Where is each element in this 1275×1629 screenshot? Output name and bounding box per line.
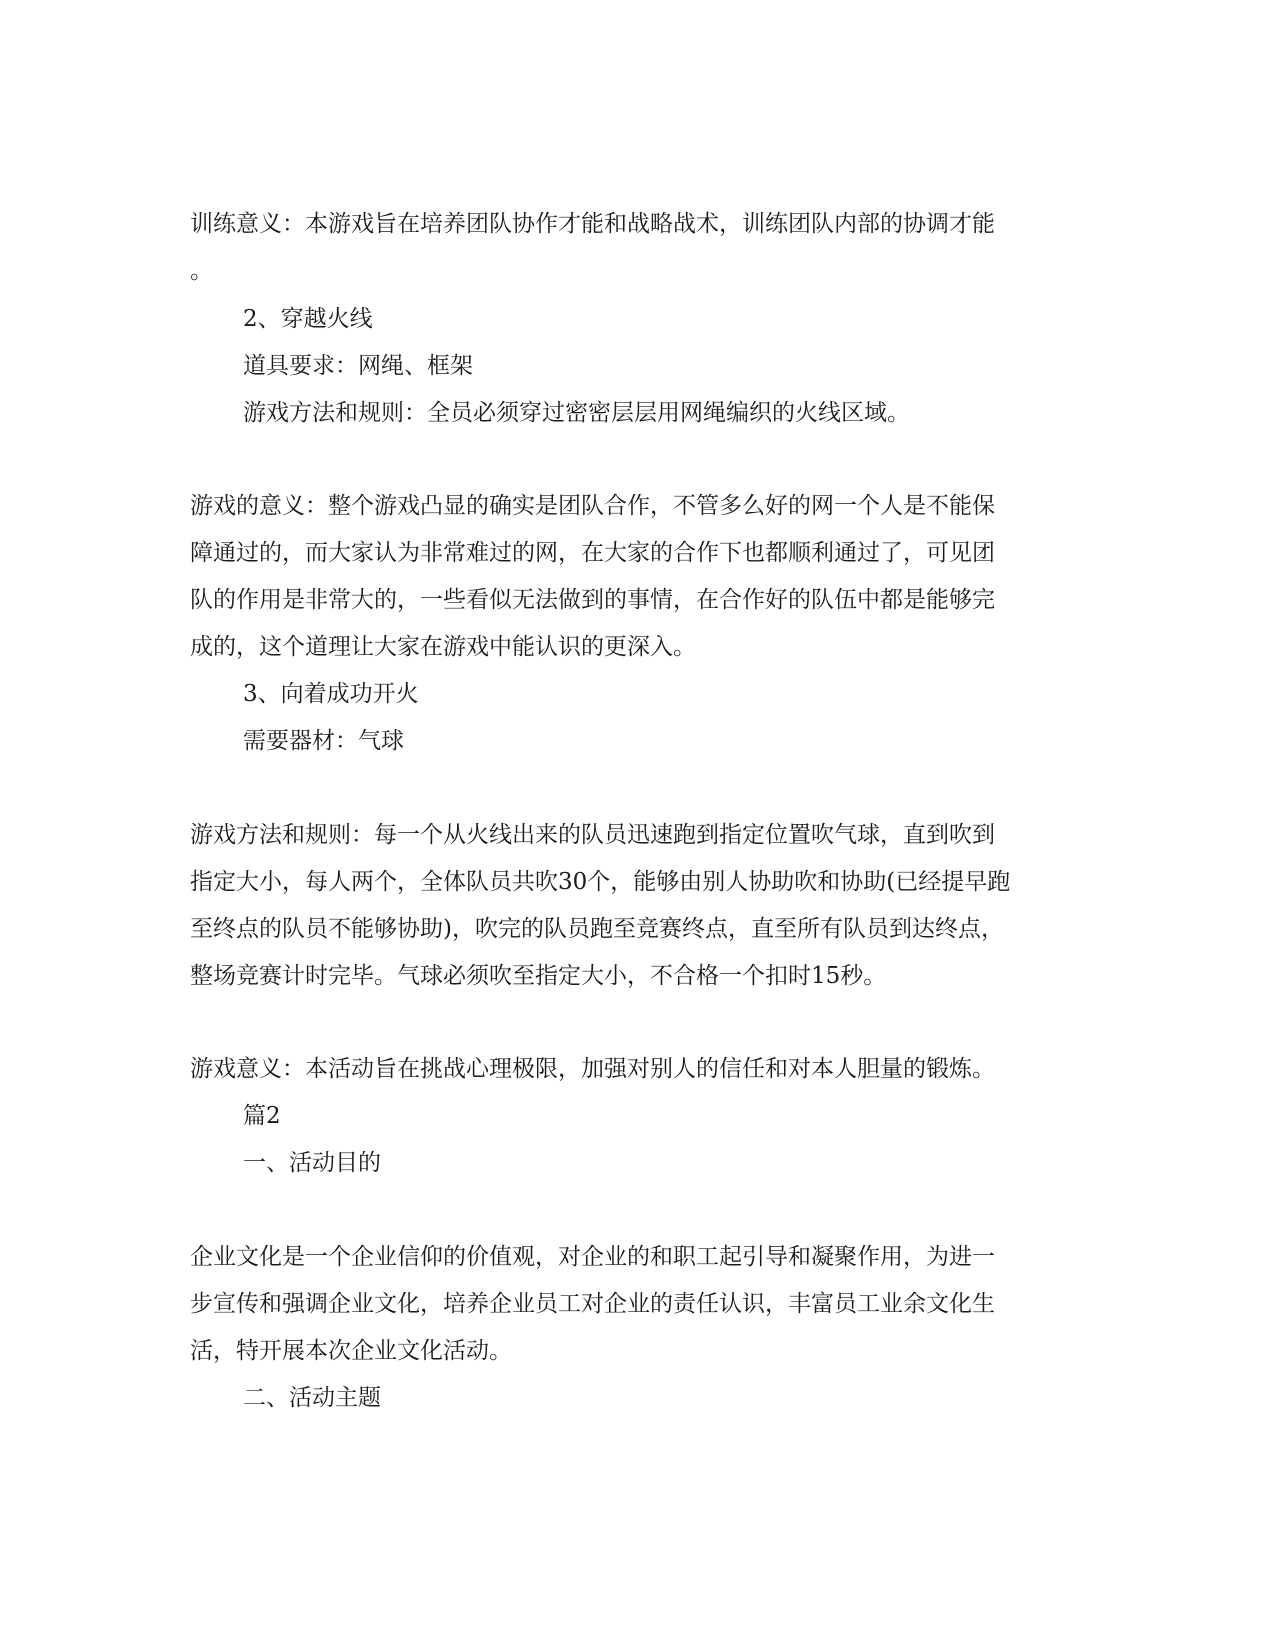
paragraph-corporate-culture-line-1: 企业文化是一个企业信仰的价值观，对企业的和职工起引导和凝聚作用，为进一 — [190, 1244, 995, 1270]
section-heading-3: 3、向着成功开火 — [243, 681, 419, 707]
paragraph-game-rules-3-line-4: 整场竞赛计时完毕。气球必须吹至指定大小，不合格一个扣时15秒。 — [190, 963, 887, 989]
paragraph-game-rules-3-line-3: 至终点的队员不能够协助)，吹完的队员跑至竞赛终点，直至所有队员到达终点， — [190, 916, 1004, 942]
paragraph-game-rules-3-line-2: 指定大小，每人两个，全体队员共吹30个，能够由别人协助吹和协助(已经提早跑 — [190, 869, 1011, 895]
paragraph-training-meaning-line-1: 训练意义：本游戏旨在培养团队协作才能和战略战术，训练团队内部的协调才能 — [190, 211, 995, 237]
activity-purpose-heading: 一、活动目的 — [243, 1150, 381, 1176]
paragraph-game-meaning-line-2: 障通过的，而大家认为非常难过的网，在大家的合作下也都顺利通过了，可见团 — [190, 540, 995, 566]
paragraph-corporate-culture-line-3: 活，特开展本次企业文化活动。 — [190, 1338, 512, 1364]
paragraph-game-significance: 游戏意义：本活动旨在挑战心理极限，加强对别人的信任和对本人胆量的锻炼。 — [190, 1056, 995, 1082]
section-heading-2: 2、穿越火线 — [243, 306, 373, 332]
chapter-heading: 篇2 — [243, 1103, 281, 1129]
paragraph-training-meaning-line-2: 。 — [190, 258, 213, 284]
game-rules-2: 游戏方法和规则：全员必须穿过密密层层用网绳编织的火线区域。 — [243, 400, 910, 426]
paragraph-corporate-culture-line-2: 步宣传和强调企业文化，培养企业员工对企业的责任认识，丰富员工业余文化生 — [190, 1291, 995, 1317]
paragraph-game-rules-3-line-1: 游戏方法和规则：每一个从火线出来的队员迅速跑到指定位置吹气球，直到吹到 — [190, 822, 995, 848]
paragraph-game-meaning-line-4: 成的，这个道理让大家在游戏中能认识的更深入。 — [190, 634, 696, 660]
paragraph-game-meaning-line-3: 队的作用是非常大的，一些看似无法做到的事情，在合作好的队伍中都是能够完 — [190, 587, 995, 613]
activity-theme-heading: 二、活动主题 — [243, 1385, 381, 1411]
paragraph-game-meaning-line-1: 游戏的意义：整个游戏凸显的确实是团队合作，不管多么好的网一个人是不能保 — [190, 493, 995, 519]
equipment-requirement: 需要器材：气球 — [243, 728, 404, 754]
props-requirement: 道具要求：网绳、框架 — [243, 353, 473, 379]
